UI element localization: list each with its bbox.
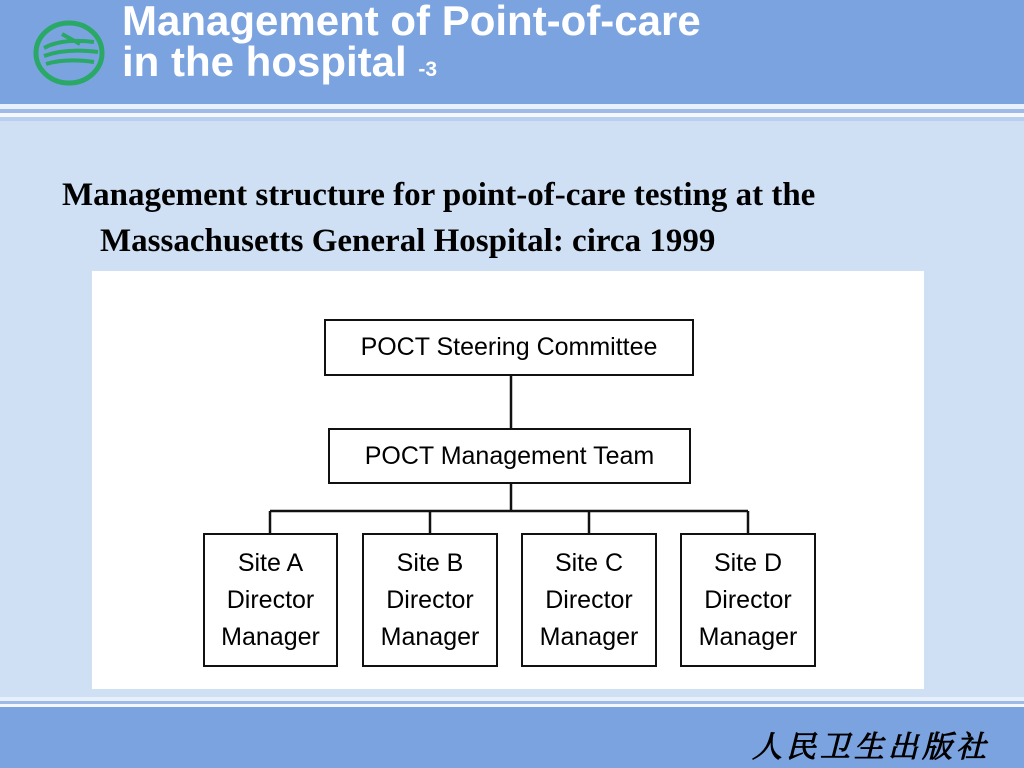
site-c-box [521, 533, 657, 667]
header-divider [0, 104, 1024, 130]
site-role-director: Director [386, 585, 474, 614]
site-a-box [203, 533, 338, 667]
slide-title [122, 0, 701, 90]
site-role-manager: Manager [539, 622, 639, 651]
site-name: Site A [237, 548, 304, 577]
publisher-logo-icon [32, 20, 106, 86]
title-suffix: -3 [418, 58, 438, 81]
site-name: Site C [554, 548, 624, 577]
steering-committee-box [324, 319, 694, 376]
site-role-manager: Manager [221, 622, 320, 651]
site-role-director: Director [226, 585, 315, 614]
title-line-1: Management of Point-of-care [122, 0, 701, 44]
publisher-name: 人民卫生出版社 [752, 730, 990, 765]
site-name: Site D [713, 548, 783, 577]
site-name: Site B [396, 548, 464, 577]
management-team-box [328, 428, 691, 484]
site-role-director: Director [545, 585, 633, 614]
title-line-2: in the hospital [122, 38, 407, 85]
steering-committee-label: POCT Steering Committee [360, 333, 658, 361]
management-team-label: POCT Management Team [364, 441, 655, 470]
site-b-box [362, 533, 498, 667]
site-role-manager: Manager [380, 622, 480, 651]
footer-divider [0, 697, 1024, 713]
site-role-director: Director [704, 585, 792, 614]
org-chart-panel [92, 271, 924, 689]
site-role-manager: Manager [698, 622, 798, 651]
slide-subtitle: Management structure for point-of-care testing at the Massachusetts General Hospital: circa 1999 [62, 177, 816, 259]
site-d-box [680, 533, 816, 667]
